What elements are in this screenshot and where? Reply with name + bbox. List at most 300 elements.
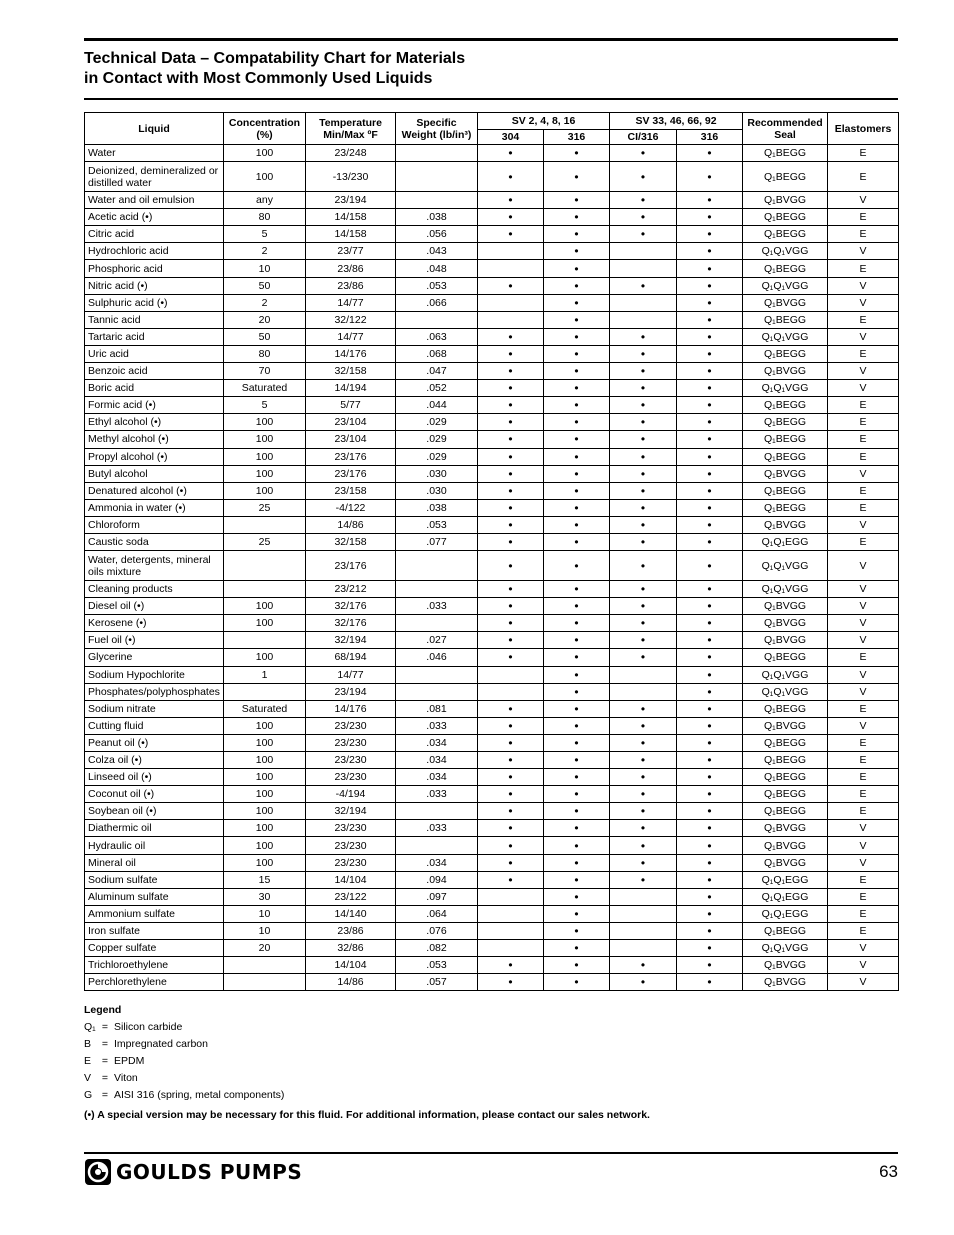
cell-sv-large-ci316: • (610, 871, 677, 888)
cell-specific-weight: .034 (396, 769, 478, 786)
cell-sv-small-316: • (544, 260, 610, 277)
table-row (85, 516, 899, 533)
cell-temperature: 14/86 (306, 974, 396, 991)
cell-specific-weight: .077 (396, 533, 478, 550)
cell-sv-small-316: • (544, 649, 610, 666)
cell-sv-large-316: • (677, 533, 743, 550)
table-row (85, 666, 899, 683)
cell-elastomer: E (828, 752, 899, 769)
legend-equals: = (101, 1021, 109, 1033)
cell-recommended-seal: Q₁BVGG (743, 854, 828, 871)
cell-elastomer: V (828, 837, 899, 854)
cell-sv-large-ci316 (610, 294, 677, 311)
cell-concentration: 100 (224, 734, 306, 751)
cell-temperature: 14/158 (306, 209, 396, 226)
cell-specific-weight: .047 (396, 363, 478, 380)
cell-specific-weight: .052 (396, 380, 478, 397)
cell-sv-large-316: • (677, 516, 743, 533)
cell-sv-small-304 (478, 940, 544, 957)
cell-recommended-seal: Q₁BEGG (743, 311, 828, 328)
cell-specific-weight: .053 (396, 957, 478, 974)
legend-equals: = (101, 1072, 109, 1084)
cell-temperature: 23/248 (306, 145, 396, 162)
cell-sv-small-316: • (544, 598, 610, 615)
legend (84, 1002, 284, 1104)
legend-item (84, 1053, 284, 1070)
cell-elastomer: E (828, 260, 899, 277)
table-row (85, 414, 899, 431)
cell-specific-weight: .033 (396, 820, 478, 837)
cell-sv-small-316: • (544, 192, 610, 209)
cell-recommended-seal: Q₁BVGG (743, 465, 828, 482)
legend-description: AISI 316 (spring, metal components) (114, 1089, 285, 1101)
cell-sv-small-304: • (478, 769, 544, 786)
cell-temperature: 14/158 (306, 226, 396, 243)
cell-sv-large-316: • (677, 734, 743, 751)
cell-liquid: Iron sulfate (85, 922, 224, 939)
cell-elastomer: E (828, 482, 899, 499)
cell-elastomer: E (828, 209, 899, 226)
cell-temperature: 23/230 (306, 854, 396, 871)
table-row (85, 649, 899, 666)
cell-sv-large-ci316 (610, 260, 677, 277)
cell-sv-large-316: • (677, 717, 743, 734)
cell-liquid: Cutting fluid (85, 717, 224, 734)
cell-temperature: 23/194 (306, 192, 396, 209)
title-rule (84, 98, 898, 100)
cell-specific-weight: .034 (396, 854, 478, 871)
cell-recommended-seal: Q₁BEGG (743, 734, 828, 751)
cell-concentration: 100 (224, 786, 306, 803)
cell-liquid: Phosphoric acid (85, 260, 224, 277)
cell-temperature: 14/140 (306, 905, 396, 922)
cell-specific-weight: .076 (396, 922, 478, 939)
cell-sv-small-304 (478, 243, 544, 260)
cell-sv-large-316: • (677, 957, 743, 974)
cell-sv-large-ci316: • (610, 533, 677, 550)
cell-liquid: Tartaric acid (85, 328, 224, 345)
legend-code: V (84, 1072, 92, 1084)
cell-temperature: 14/176 (306, 700, 396, 717)
cell-recommended-seal: Q₁Q₁VGG (743, 683, 828, 700)
cell-sv-large-ci316 (610, 243, 677, 260)
cell-recommended-seal: Q₁Q₁VGG (743, 940, 828, 957)
cell-sv-large-ci316 (610, 311, 677, 328)
cell-recommended-seal: Q₁BEGG (743, 769, 828, 786)
cell-specific-weight: .097 (396, 888, 478, 905)
cell-sv-small-304 (478, 888, 544, 905)
cell-elastomer: V (828, 598, 899, 615)
cell-sv-small-304: • (478, 734, 544, 751)
cell-liquid: Sulphuric acid (•) (85, 294, 224, 311)
cell-liquid: Methyl alcohol (•) (85, 431, 224, 448)
cell-specific-weight: .048 (396, 260, 478, 277)
cell-sv-small-304: • (478, 448, 544, 465)
cell-temperature: 23/176 (306, 465, 396, 482)
cell-recommended-seal: Q₁BEGG (743, 397, 828, 414)
cell-specific-weight (396, 192, 478, 209)
cell-sv-small-304: • (478, 957, 544, 974)
legend-code: E (84, 1055, 92, 1067)
cell-sv-large-ci316: • (610, 162, 677, 192)
cell-specific-weight: .064 (396, 905, 478, 922)
cell-sv-small-304: • (478, 854, 544, 871)
cell-sv-large-ci316: • (610, 615, 677, 632)
cell-temperature: 14/104 (306, 957, 396, 974)
cell-recommended-seal: Q₁BVGG (743, 598, 828, 615)
cell-concentration: 10 (224, 260, 306, 277)
cell-sv-large-316: • (677, 888, 743, 905)
table-row (85, 363, 899, 380)
cell-specific-weight: .053 (396, 277, 478, 294)
cell-temperature: 23/86 (306, 277, 396, 294)
cell-sv-large-316: • (677, 752, 743, 769)
cell-liquid: Benzoic acid (85, 363, 224, 380)
cell-temperature: 23/86 (306, 922, 396, 939)
cell-elastomer: E (828, 786, 899, 803)
cell-sv-small-304 (478, 294, 544, 311)
cell-specific-weight: .081 (396, 700, 478, 717)
cell-sv-large-ci316: • (610, 551, 677, 581)
cell-temperature: 32/158 (306, 533, 396, 550)
cell-specific-weight (396, 615, 478, 632)
cell-recommended-seal: Q₁BEGG (743, 345, 828, 362)
cell-concentration: 1 (224, 666, 306, 683)
cell-temperature: 23/176 (306, 448, 396, 465)
cell-liquid: Glycerine (85, 649, 224, 666)
header-specific-weight: Specific Weight (lb/in³) (396, 113, 478, 145)
cell-liquid: Hydraulic oil (85, 837, 224, 854)
table-row (85, 465, 899, 482)
cell-liquid: Diesel oil (•) (85, 598, 224, 615)
cell-sv-large-ci316: • (610, 192, 677, 209)
legend-description: Silicon carbide (114, 1021, 183, 1033)
cell-sv-small-304: • (478, 145, 544, 162)
cell-concentration: 30 (224, 888, 306, 905)
table-row (85, 871, 899, 888)
cell-liquid: Colza oil (•) (85, 752, 224, 769)
cell-elastomer: E (828, 769, 899, 786)
cell-elastomer: V (828, 957, 899, 974)
header-316-b: 316 (677, 130, 743, 145)
cell-recommended-seal: Q₁BEGG (743, 209, 828, 226)
cell-sv-large-316: • (677, 499, 743, 516)
cell-sv-small-316: • (544, 277, 610, 294)
cell-elastomer: V (828, 581, 899, 598)
table-row (85, 769, 899, 786)
cell-liquid: Butyl alcohol (85, 465, 224, 482)
cell-sv-small-316: • (544, 940, 610, 957)
cell-sv-small-304: • (478, 717, 544, 734)
page-title (84, 49, 465, 89)
table-body (85, 145, 899, 991)
cell-sv-small-316: • (544, 734, 610, 751)
table-row (85, 162, 899, 192)
cell-sv-small-316: • (544, 888, 610, 905)
table-row (85, 837, 899, 854)
legend-description: EPDM (114, 1055, 145, 1067)
cell-elastomer: E (828, 922, 899, 939)
table-row (85, 700, 899, 717)
cell-sv-small-316: • (544, 871, 610, 888)
legend-code: Q₁ (84, 1021, 96, 1033)
cell-recommended-seal: Q₁BEGG (743, 414, 828, 431)
cell-specific-weight (396, 551, 478, 581)
cell-temperature: 14/77 (306, 294, 396, 311)
cell-temperature: 14/77 (306, 328, 396, 345)
cell-concentration (224, 683, 306, 700)
cell-temperature: 5/77 (306, 397, 396, 414)
cell-concentration: 100 (224, 769, 306, 786)
bottom-rule (84, 1152, 898, 1154)
cell-sv-large-316: • (677, 940, 743, 957)
cell-temperature: 23/230 (306, 820, 396, 837)
cell-elastomer: V (828, 516, 899, 533)
cell-recommended-seal: Q₁BVGG (743, 192, 828, 209)
cell-specific-weight: .046 (396, 649, 478, 666)
cell-recommended-seal: Q₁BEGG (743, 499, 828, 516)
cell-recommended-seal: Q₁BEGG (743, 649, 828, 666)
cell-sv-small-304: • (478, 786, 544, 803)
cell-sv-large-316: • (677, 209, 743, 226)
cell-sv-small-316: • (544, 380, 610, 397)
table-row (85, 260, 899, 277)
cell-temperature: 23/176 (306, 551, 396, 581)
cell-sv-large-ci316 (610, 905, 677, 922)
cell-sv-small-316: • (544, 431, 610, 448)
cell-sv-large-ci316: • (610, 345, 677, 362)
cell-sv-small-304: • (478, 414, 544, 431)
cell-sv-small-304: • (478, 533, 544, 550)
cell-sv-large-316: • (677, 260, 743, 277)
cell-sv-large-ci316: • (610, 734, 677, 751)
cell-specific-weight: .033 (396, 786, 478, 803)
cell-sv-small-316: • (544, 397, 610, 414)
cell-liquid: Chloroform (85, 516, 224, 533)
cell-sv-large-316: • (677, 551, 743, 581)
cell-liquid: Deionized, demineralized or distilled water (85, 162, 224, 192)
cell-sv-small-316: • (544, 820, 610, 837)
cell-sv-large-316: • (677, 581, 743, 598)
cell-elastomer: E (828, 533, 899, 550)
table-row (85, 598, 899, 615)
cell-sv-small-304: • (478, 551, 544, 581)
cell-liquid: Trichloroethylene (85, 957, 224, 974)
cell-sv-small-304 (478, 922, 544, 939)
cell-elastomer: V (828, 666, 899, 683)
cell-sv-large-ci316: • (610, 516, 677, 533)
cell-elastomer: V (828, 465, 899, 482)
cell-specific-weight: .030 (396, 465, 478, 482)
cell-sv-small-304: • (478, 465, 544, 482)
cell-sv-large-ci316: • (610, 752, 677, 769)
cell-recommended-seal: Q₁Q₁VGG (743, 666, 828, 683)
cell-specific-weight: .029 (396, 414, 478, 431)
table-row (85, 482, 899, 499)
cell-recommended-seal: Q₁BEGG (743, 448, 828, 465)
cell-sv-small-316: • (544, 717, 610, 734)
table-row (85, 192, 899, 209)
cell-concentration: 50 (224, 328, 306, 345)
cell-specific-weight (396, 581, 478, 598)
cell-sv-large-316: • (677, 465, 743, 482)
cell-sv-small-304: • (478, 397, 544, 414)
cell-recommended-seal: Q₁Q₁EGG (743, 533, 828, 550)
cell-specific-weight: .094 (396, 871, 478, 888)
cell-sv-small-304: • (478, 431, 544, 448)
cell-elastomer: E (828, 649, 899, 666)
cell-concentration: 100 (224, 482, 306, 499)
cell-elastomer: E (828, 803, 899, 820)
cell-elastomer: V (828, 294, 899, 311)
cell-temperature: 23/230 (306, 717, 396, 734)
cell-sv-small-316: • (544, 974, 610, 991)
table-row (85, 905, 899, 922)
header-304: 304 (478, 130, 544, 145)
cell-recommended-seal: Q₁BVGG (743, 837, 828, 854)
header-recommended-seal: Recommended Seal (743, 113, 828, 145)
cell-concentration: 5 (224, 397, 306, 414)
cell-recommended-seal: Q₁Q₁VGG (743, 277, 828, 294)
cell-specific-weight: .057 (396, 974, 478, 991)
cell-sv-small-316: • (544, 533, 610, 550)
cell-elastomer: V (828, 192, 899, 209)
cell-sv-small-316: • (544, 499, 610, 516)
table-row (85, 380, 899, 397)
table-row (85, 431, 899, 448)
cell-concentration (224, 632, 306, 649)
cell-sv-large-316: • (677, 380, 743, 397)
cell-elastomer: E (828, 397, 899, 414)
cell-sv-small-316: • (544, 294, 610, 311)
cell-elastomer: E (828, 345, 899, 362)
cell-sv-large-316: • (677, 448, 743, 465)
cell-sv-small-316: • (544, 854, 610, 871)
cell-sv-large-316: • (677, 786, 743, 803)
cell-liquid: Acetic acid (•) (85, 209, 224, 226)
cell-concentration: 100 (224, 820, 306, 837)
top-rule (84, 38, 898, 41)
cell-concentration: 100 (224, 615, 306, 632)
cell-liquid: Fuel oil (•) (85, 632, 224, 649)
cell-sv-small-316: • (544, 957, 610, 974)
cell-sv-large-316: • (677, 837, 743, 854)
cell-elastomer: E (828, 145, 899, 162)
cell-liquid: Kerosene (•) (85, 615, 224, 632)
legend-items (84, 1019, 284, 1104)
cell-concentration: 25 (224, 499, 306, 516)
cell-sv-large-316: • (677, 700, 743, 717)
table-row (85, 922, 899, 939)
cell-liquid: Water and oil emulsion (85, 192, 224, 209)
table-row (85, 854, 899, 871)
cell-concentration: 100 (224, 145, 306, 162)
cell-temperature: -13/230 (306, 162, 396, 192)
cell-concentration: 5 (224, 226, 306, 243)
cell-sv-small-304: • (478, 871, 544, 888)
cell-sv-small-304: • (478, 277, 544, 294)
cell-recommended-seal: Q₁BVGG (743, 717, 828, 734)
cell-recommended-seal: Q₁BEGG (743, 922, 828, 939)
cell-elastomer: V (828, 940, 899, 957)
cell-recommended-seal: Q₁Q₁EGG (743, 888, 828, 905)
cell-sv-small-304: • (478, 581, 544, 598)
cell-sv-large-ci316: • (610, 209, 677, 226)
cell-recommended-seal: Q₁BVGG (743, 363, 828, 380)
cell-elastomer: V (828, 380, 899, 397)
cell-liquid: Nitric acid (•) (85, 277, 224, 294)
cell-sv-large-316: • (677, 277, 743, 294)
cell-liquid: Aluminum sulfate (85, 888, 224, 905)
legend-item (84, 1087, 284, 1104)
cell-sv-small-304: • (478, 380, 544, 397)
cell-sv-large-ci316: • (610, 499, 677, 516)
cell-concentration: 25 (224, 533, 306, 550)
cell-specific-weight (396, 311, 478, 328)
cell-specific-weight: .038 (396, 499, 478, 516)
cell-sv-large-316: • (677, 615, 743, 632)
legend-equals: = (101, 1055, 109, 1067)
cell-sv-large-ci316: • (610, 431, 677, 448)
cell-sv-large-ci316: • (610, 363, 677, 380)
cell-concentration: 100 (224, 837, 306, 854)
cell-elastomer: E (828, 431, 899, 448)
cell-sv-large-ci316: • (610, 397, 677, 414)
cell-temperature: 14/194 (306, 380, 396, 397)
cell-liquid: Water (85, 145, 224, 162)
cell-sv-large-ci316: • (610, 769, 677, 786)
cell-sv-small-304: • (478, 632, 544, 649)
cell-liquid: Boric acid (85, 380, 224, 397)
cell-sv-large-316: • (677, 871, 743, 888)
goulds-pumps-logo (84, 1157, 302, 1187)
cell-recommended-seal: Q₁BVGG (743, 632, 828, 649)
cell-sv-large-316: • (677, 769, 743, 786)
cell-temperature: 14/104 (306, 871, 396, 888)
cell-elastomer: V (828, 632, 899, 649)
cell-elastomer: E (828, 499, 899, 516)
cell-liquid: Water, detergents, mineral oils mixture (85, 551, 224, 581)
cell-sv-large-316: • (677, 345, 743, 362)
cell-specific-weight (396, 666, 478, 683)
table-row (85, 243, 899, 260)
cell-elastomer: V (828, 363, 899, 380)
cell-liquid: Sodium Hypochlorite (85, 666, 224, 683)
table-row (85, 734, 899, 751)
cell-sv-large-316: • (677, 145, 743, 162)
cell-recommended-seal: Q₁BVGG (743, 957, 828, 974)
cell-liquid: Soybean oil (•) (85, 803, 224, 820)
cell-sv-small-304: • (478, 499, 544, 516)
cell-temperature: 23/230 (306, 769, 396, 786)
cell-liquid: Copper sulfate (85, 940, 224, 957)
table-row (85, 533, 899, 550)
header-316-a: 316 (544, 130, 610, 145)
cell-specific-weight: .063 (396, 328, 478, 345)
cell-elastomer: E (828, 311, 899, 328)
cell-specific-weight: .029 (396, 431, 478, 448)
cell-sv-small-304: • (478, 700, 544, 717)
header-liquid: Liquid (85, 113, 224, 145)
cell-specific-weight: .038 (396, 209, 478, 226)
cell-temperature: 32/194 (306, 632, 396, 649)
cell-concentration: 100 (224, 431, 306, 448)
cell-sv-large-316: • (677, 598, 743, 615)
table-row (85, 974, 899, 991)
cell-elastomer: V (828, 717, 899, 734)
cell-recommended-seal: Q₁Q₁VGG (743, 581, 828, 598)
cell-sv-small-316: • (544, 632, 610, 649)
